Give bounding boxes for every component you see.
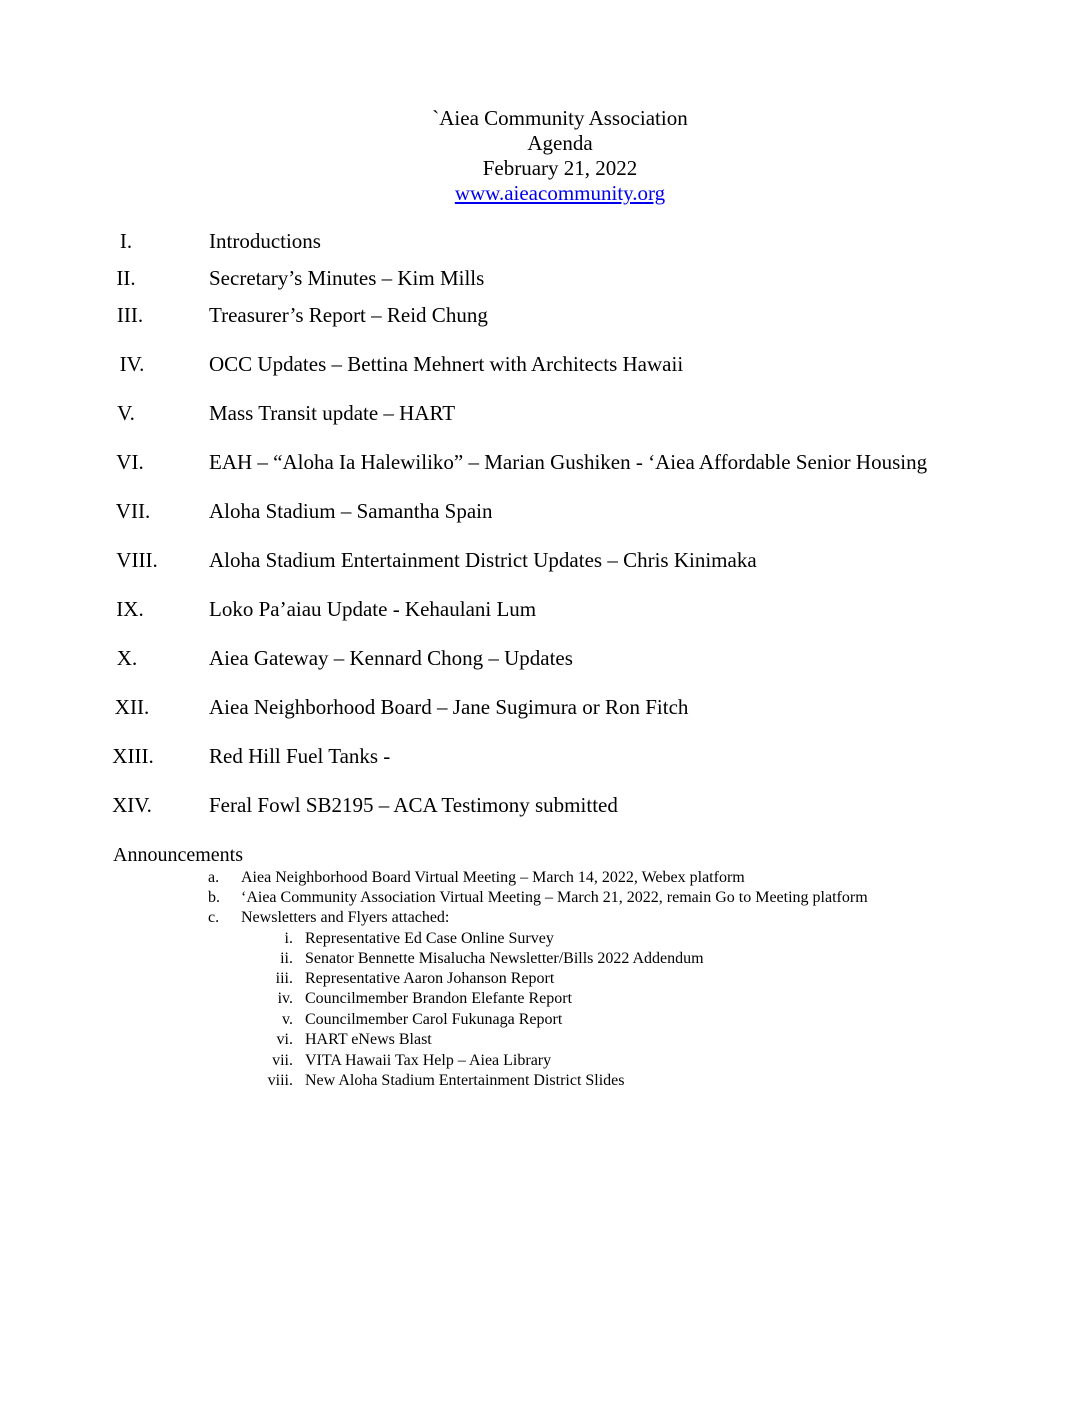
attachment-text: Representative Ed Case Online Survey <box>305 930 554 947</box>
agenda-item-text: EAH – “Aloha Ia Halewiliko” – Marian Gushiken - ‘Aiea Affordable Senior Housing <box>209 450 928 474</box>
announcement-text: ‘Aiea Community Association Virtual Meeting – March 21, 2022, remain Go to Meeting platform <box>241 889 868 906</box>
attachment-number: ii. <box>280 950 293 967</box>
agenda-item-number: II. <box>116 266 136 290</box>
agenda-item-text: Treasurer’s Report – Reid Chung <box>209 303 488 327</box>
agenda-item-number: III. <box>116 303 144 327</box>
agenda-item-number: IV. <box>119 352 145 376</box>
agenda-item-text: Aiea Neighborhood Board – Jane Sugimura or Ron Fitch <box>209 695 689 719</box>
attachment-text: Councilmember Carol Fukunaga Report <box>305 1011 563 1028</box>
attachment-text: New Aloha Stadium Entertainment District Slides <box>305 1072 625 1089</box>
attachment-number: v. <box>282 1011 293 1028</box>
agenda-item-number: VII. <box>115 499 151 523</box>
attachment-number: iii. <box>275 970 293 987</box>
agenda-item-text: Secretary’s Minutes – Kim Mills <box>209 266 485 290</box>
agenda-item-text: Aiea Gateway – Kennard Chong – Updates <box>209 646 573 670</box>
meeting-date: February 21, 2022 <box>482 156 638 180</box>
announcement-letter: b. <box>208 889 220 906</box>
attachment-number: iv. <box>277 990 293 1007</box>
agenda-item-text: Feral Fowl SB2195 – ACA Testimony submitted <box>209 793 618 817</box>
agenda-item-number: IX. <box>116 597 144 621</box>
agenda-item-text: Aloha Stadium – Samantha Spain <box>209 499 493 523</box>
announcement-letter: c. <box>208 909 220 926</box>
website-link[interactable]: www.aieacommunity.org <box>454 181 666 205</box>
document-header <box>0 106 1088 206</box>
agenda-item-number: VI. <box>116 450 144 474</box>
agenda-item-text: Red Hill Fuel Tanks - <box>209 744 391 768</box>
attachment-number: viii. <box>267 1072 293 1089</box>
announcement-letter: a. <box>208 869 220 886</box>
agenda-item-number: VIII. <box>116 548 158 572</box>
agenda-item-number: X. <box>116 646 138 670</box>
agenda-item-number: XII. <box>114 695 150 719</box>
announcements-heading: Announcements <box>113 844 243 866</box>
agenda-item-number: V. <box>117 401 135 425</box>
agenda-item-number: I. <box>119 229 133 253</box>
attachment-number: vii. <box>272 1052 293 1069</box>
agenda-item-text: Aloha Stadium Entertainment District Updates – Chris Kinimaka <box>209 548 757 572</box>
document-type: Agenda <box>527 131 593 155</box>
attachment-text: HART eNews Blast <box>305 1031 432 1048</box>
attachment-text: Senator Bennette Misalucha Newsletter/Bills 2022 Addendum <box>305 950 704 967</box>
announcement-text: Newsletters and Flyers attached: <box>241 909 450 926</box>
announcement-text: Aiea Neighborhood Board Virtual Meeting – March 14, 2022, Webex platform <box>241 869 745 886</box>
attachment-number: vi. <box>276 1031 293 1048</box>
attachment-text: Councilmember Brandon Elefante Report <box>305 990 573 1007</box>
agenda-item-text: Mass Transit update – HART <box>209 401 456 425</box>
agenda-item-text: Introductions <box>209 229 321 253</box>
agenda-item-number: XIV. <box>112 793 152 817</box>
attachment-number: i. <box>284 930 293 947</box>
attachment-text: Representative Aaron Johanson Report <box>305 970 555 987</box>
organization-name: `Aiea Community Association <box>432 106 688 130</box>
attachment-text: VITA Hawaii Tax Help – Aiea Library <box>305 1052 552 1069</box>
agenda-item-number: XIII. <box>112 744 154 768</box>
agenda-item-text: OCC Updates – Bettina Mehnert with Architects Hawaii <box>209 352 684 376</box>
agenda-item-text: Loko Pa’aiau Update - Kehaulani Lum <box>209 597 537 621</box>
